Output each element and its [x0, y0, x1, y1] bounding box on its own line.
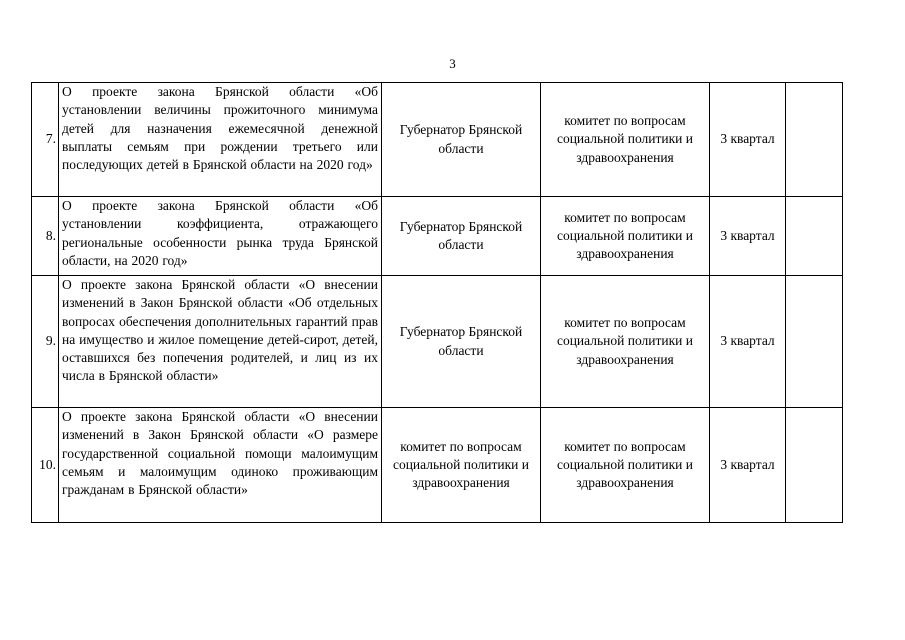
table-row — [32, 83, 843, 197]
table-row — [32, 408, 843, 523]
term-cell: 3 квартал — [710, 276, 786, 408]
bill-title: О проекте закона Брянской области «Об установлении коэффициента, отражающего региональные особенности рынка труда Брянской области, на 2020 год» — [59, 197, 382, 276]
page-number: 3 — [449, 56, 456, 71]
term-cell: 3 квартал — [710, 197, 786, 276]
initiator-cell: Губернатор Брянской области — [382, 197, 541, 276]
row-number: 8. — [32, 197, 59, 276]
initiator-cell: комитет по вопросам социальной политики и здравоохранения — [382, 408, 541, 523]
term-cell: 3 квартал — [710, 408, 786, 523]
note-cell — [786, 408, 843, 523]
row-number: 10. — [32, 408, 59, 523]
responsible-committee-cell: комитет по вопросам социальной политики и здравоохранения — [541, 276, 710, 408]
initiator-cell: Губернатор Брянской области — [382, 83, 541, 197]
bill-title: О проекте закона Брянской области «О внесении изменений в Закон Брянской области «О размере государственной социальной помощи малоимущим семьям и малоимущим одиноко проживающим гражданам в Брянской области» — [59, 408, 382, 523]
row-number: 7. — [32, 83, 59, 197]
initiator-cell: Губернатор Брянской области — [382, 276, 541, 408]
note-cell — [786, 197, 843, 276]
responsible-committee-cell: комитет по вопросам социальной политики и здравоохранения — [541, 83, 710, 197]
row-number: 9. — [32, 276, 59, 408]
table-row — [32, 276, 843, 408]
legislative-plan-table — [31, 82, 843, 523]
note-cell — [786, 276, 843, 408]
responsible-committee-cell: комитет по вопросам социальной политики и здравоохранения — [541, 197, 710, 276]
responsible-committee-cell: комитет по вопросам социальной политики и здравоохранения — [541, 408, 710, 523]
bill-title: О проекте закона Брянской области «Об установлении величины прожиточного минимума детей для назначения ежемесячной денежной выплаты семьям при рождении третьего или последующих детей в Брянской области на 2020 год» — [59, 83, 382, 197]
table-row — [32, 197, 843, 276]
term-cell: 3 квартал — [710, 83, 786, 197]
bill-title: О проекте закона Брянской области «О внесении изменений в Закон Брянской области «Об отдельных вопросах обеспечения дополнительных гарантий прав на имущество и жилое помещение детей-сирот, детей, оставшихся без попечения родителей, и лиц из их числа в Брянской области» — [59, 276, 382, 408]
note-cell — [786, 83, 843, 197]
